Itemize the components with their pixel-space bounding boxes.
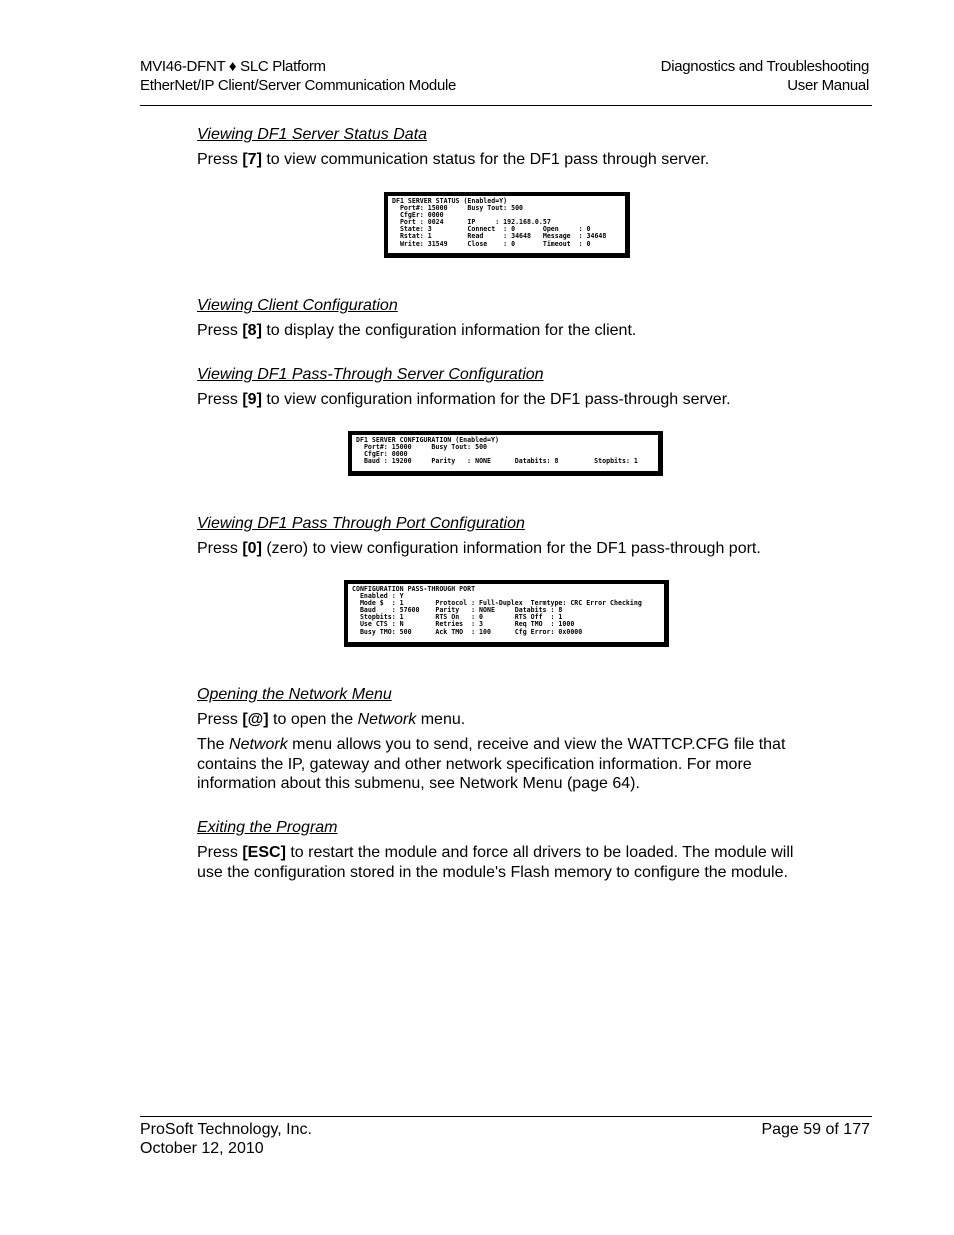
- footer-page-number: Page 59 of 177: [761, 1121, 870, 1138]
- screen-df1-server-config-text: DF1 SERVER CONFIGURATION (Enabled=Y) Port#: 15000 Busy Tout: 500 CfgEr: 0000 Baud : 19200 Parity : NONE Databits: 8 Stopbits: 1: [351, 434, 659, 472]
- section-title-network-menu: Opening the Network Menu: [197, 686, 392, 703]
- screen-df1-server-config: [348, 431, 663, 476]
- key-at: [@]: [242, 711, 269, 728]
- section-body-exit-program: Press [ESC] to restart the module and force all drivers to be loaded. The module will use the configuration stored in the module's Flash memory to configure the module.: [197, 844, 794, 881]
- section-title-exit-program: Exiting the Program: [197, 819, 338, 836]
- footer-company: ProSoft Technology, Inc.: [140, 1121, 312, 1138]
- key-7: [7]: [242, 151, 262, 168]
- header-product: MVI46-DFNT ♦ SLC Platform: [140, 58, 326, 75]
- header-left: [140, 57, 456, 95]
- key-0: [0]: [242, 540, 262, 557]
- footer-left: [140, 1120, 312, 1158]
- section-body-client-config: Press [8] to display the configuration information for the client.: [197, 322, 637, 339]
- section-body-network-menu: Press [@] to open the Network menu.: [197, 711, 466, 728]
- key-8: [8]: [242, 322, 262, 339]
- key-esc: [ESC]: [242, 844, 286, 861]
- header-manual: User Manual: [787, 77, 869, 94]
- key-9: [9]: [242, 391, 262, 408]
- section-title-passthru-port: Viewing DF1 Pass Through Port Configuration: [197, 515, 525, 532]
- section-body-passthru-port: Press [0] (zero) to view configuration information for the DF1 pass-through port.: [197, 540, 761, 557]
- header-chapter: Diagnostics and Troubleshooting: [660, 58, 869, 75]
- section-title-df1-server-status: Viewing DF1 Server Status Data: [197, 126, 428, 143]
- screen-df1-server-status-text: DF1 SERVER STATUS (Enabled=Y) Port#: 15000 Busy Tout: 500 CfgEr: 0000 Port : 0024 IP : 192.168.0.57 State: 3 Connect : 0 Open : 0 Rstat: 1 Read : 34648 Message : 34648 Write: 31549 Close : 0 Timeout : 0: [387, 195, 626, 254]
- header-module: EtherNet/IP Client/Server Communication Module: [140, 77, 457, 94]
- screen-df1-server-status: [384, 192, 630, 258]
- section-body-df1-server-status: Press [7] to view communication status for the DF1 pass through server.: [197, 151, 710, 168]
- section-title-df1-server-config: Viewing DF1 Pass-Through Server Configuration: [197, 366, 544, 383]
- screen-passthru-port: [344, 580, 669, 647]
- header-right: [661, 57, 869, 95]
- footer-divider: [140, 1116, 872, 1117]
- section-body-df1-server-config: Press [9] to view configuration information for the DF1 pass-through server.: [197, 391, 731, 408]
- screen-passthru-port-text: CONFIGURATION PASS-THROUGH PORT Enabled : Y Mode $ : 1 Protocol : Full-Duplex Termtype: CRC Error Checking Baud : 57600 Parity : NONE Databits : 8 Stopbits: 1 RTS On : 0 RTS Off : 1 Use CTS : N Retries : 3 Req TMO : 1000 Busy TMO: 500 Ack TMO : 100 Cfg Error: 0x0000: [347, 583, 665, 643]
- network-menu-description: The Network menu allows you to send, receive and view the WATTCP.CFG file that contains the IP, gateway and other network specification information. For more information about this submenu, see Network Menu (page 64).: [197, 736, 786, 792]
- section-title-client-config: Viewing Client Configuration: [197, 297, 398, 314]
- footer-date: October 12, 2010: [140, 1140, 264, 1157]
- header-divider: [140, 105, 872, 106]
